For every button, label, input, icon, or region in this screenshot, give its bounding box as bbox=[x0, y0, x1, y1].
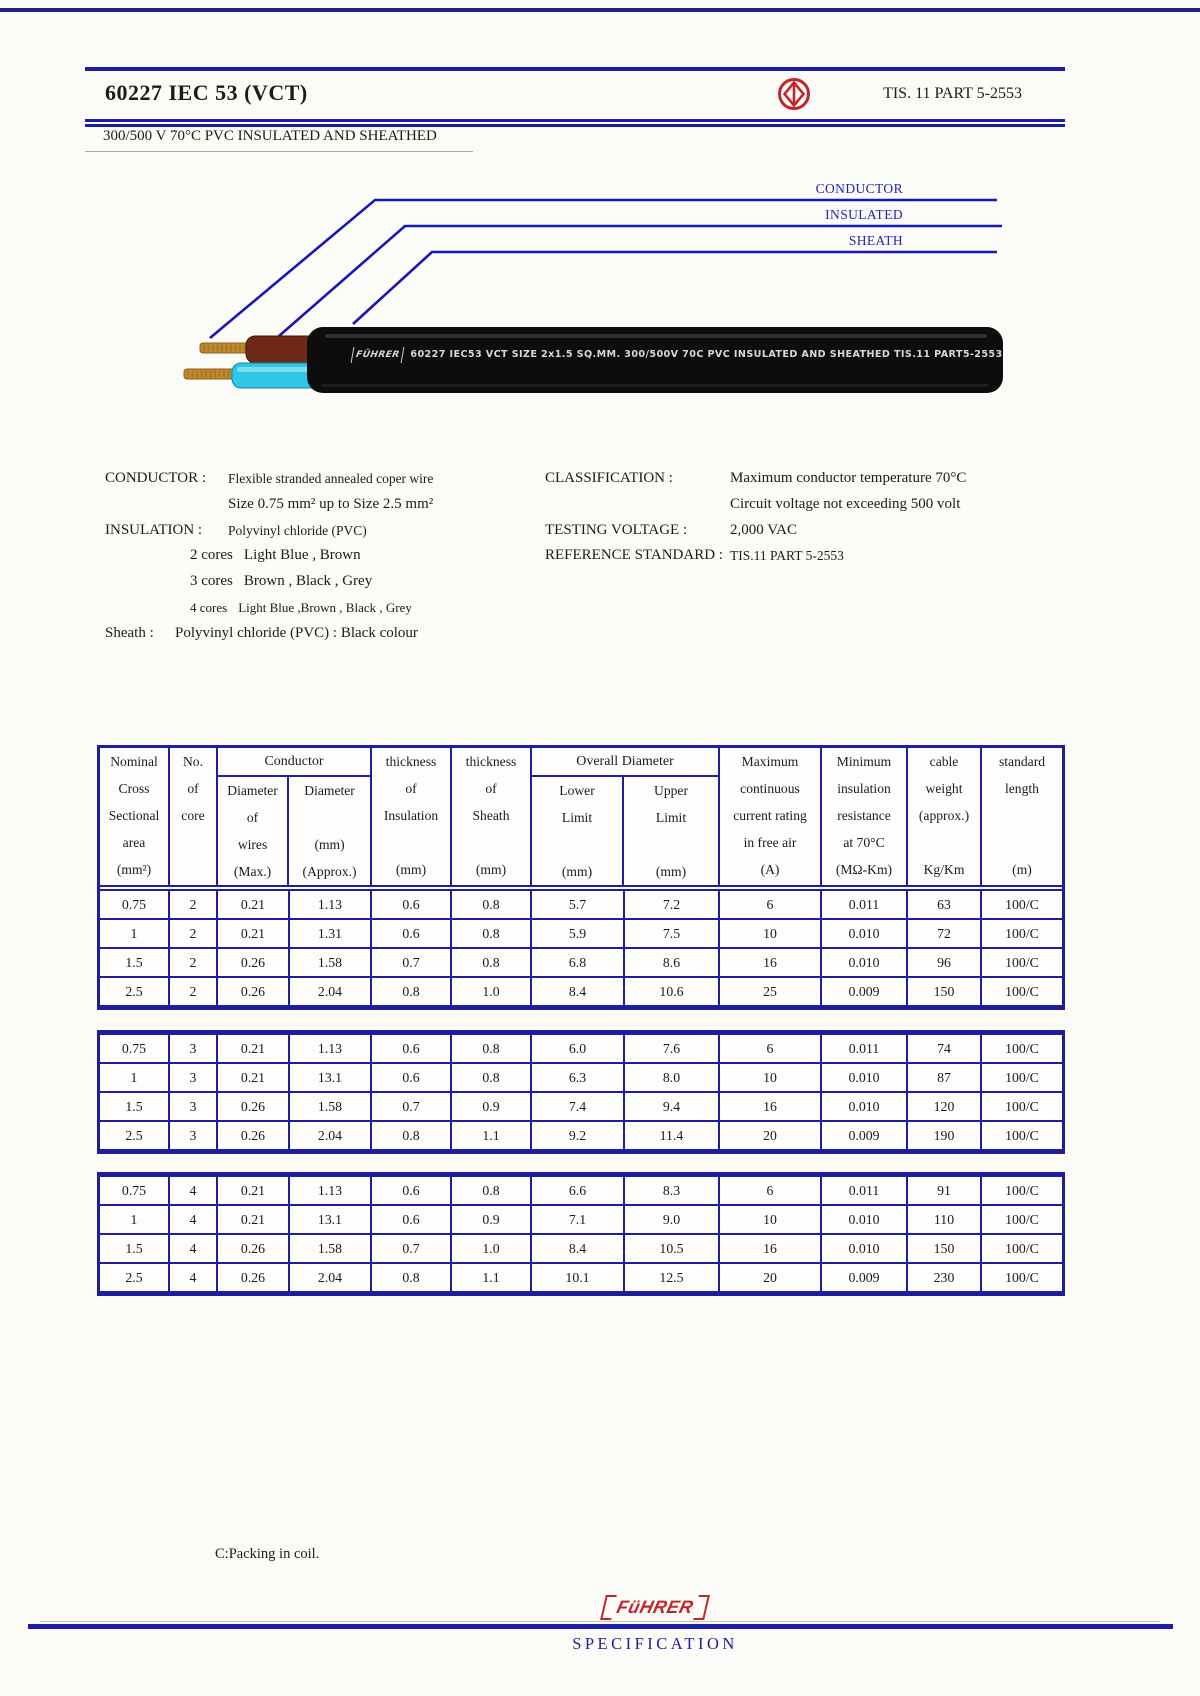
table-cell: 0.21 bbox=[218, 1064, 290, 1091]
fuhrer-brand-mark: FÜHRER bbox=[351, 347, 405, 363]
table-cell: 8.3 bbox=[625, 1177, 720, 1204]
col-no-of-core bbox=[170, 748, 218, 885]
spec-value: Flexible stranded annealed coper wire bbox=[228, 471, 434, 486]
table-cell: 2 bbox=[170, 949, 218, 976]
specs-right-column bbox=[545, 466, 1045, 569]
header-line bbox=[532, 831, 622, 858]
table-cell: 0.009 bbox=[822, 1264, 908, 1291]
table-cell: 0.011 bbox=[822, 1177, 908, 1204]
header-line: Sheath bbox=[472, 808, 510, 823]
table-cell: 4 bbox=[170, 1206, 218, 1233]
table-cell: 1.5 bbox=[100, 1093, 170, 1120]
table-cell: 9.4 bbox=[625, 1093, 720, 1120]
table-cell: 0.6 bbox=[372, 920, 452, 947]
header-line bbox=[908, 829, 980, 856]
standard-ref: TIS. 11 PART 5-2553 bbox=[883, 85, 1022, 102]
header-line: core bbox=[181, 808, 205, 823]
header-line: Lower bbox=[559, 783, 595, 798]
table-cell: 0.21 bbox=[218, 1177, 290, 1204]
table-cell: 100/C bbox=[1005, 1270, 1039, 1285]
header-line: in free air bbox=[743, 835, 797, 850]
table-cell: 1.13 bbox=[290, 1035, 372, 1062]
table-cell: 74 bbox=[908, 1035, 982, 1062]
diagram-label-insulated: INSULATED bbox=[825, 207, 903, 222]
header-line: (mm) bbox=[561, 864, 593, 879]
spec-value: 2,000 VAC bbox=[730, 521, 797, 538]
header-line: (mm²) bbox=[116, 862, 152, 877]
col-current-rating bbox=[720, 748, 822, 885]
table-header bbox=[100, 748, 1062, 891]
table-cell: 0.21 bbox=[218, 1206, 290, 1233]
spec-value: Circuit voltage not exceeding 500 volt bbox=[730, 495, 961, 512]
table-cell: 9.0 bbox=[625, 1206, 720, 1233]
table-cell: 6 bbox=[720, 1035, 822, 1062]
table-cell: 20 bbox=[720, 1122, 822, 1149]
table-cell: 10 bbox=[720, 920, 822, 947]
header-line: Diameter bbox=[227, 783, 278, 798]
table-cell: 0.7 bbox=[372, 1093, 452, 1120]
col-lower-limit bbox=[532, 777, 624, 885]
table-cell: 2 bbox=[170, 978, 218, 1005]
table-cell: 230 bbox=[908, 1264, 982, 1291]
table-cell: 7.2 bbox=[625, 891, 720, 918]
table-cell: 0.26 bbox=[218, 1264, 290, 1291]
table-cell: 100/C bbox=[1005, 955, 1039, 970]
table-cell: 10.1 bbox=[532, 1264, 625, 1291]
table-cell: 6.8 bbox=[532, 949, 625, 976]
table-cell: 6 bbox=[720, 891, 822, 918]
table-row bbox=[100, 1064, 1062, 1093]
table-cell: 2.5 bbox=[100, 1122, 170, 1149]
header-line: (approx.) bbox=[918, 808, 970, 823]
table-row bbox=[100, 978, 1062, 1005]
table-3core bbox=[97, 1030, 1065, 1154]
table-cell: 0.8 bbox=[452, 949, 532, 976]
table-cell: 10 bbox=[720, 1064, 822, 1091]
table-cell: 7.4 bbox=[532, 1093, 625, 1120]
table-cell: 7.6 bbox=[625, 1035, 720, 1062]
table-cell: 2.04 bbox=[290, 1122, 372, 1149]
table-cell: 0.009 bbox=[822, 978, 908, 1005]
table-cell: 1.1 bbox=[452, 1264, 532, 1291]
table-cell: 4 bbox=[170, 1177, 218, 1204]
table-cell: 20 bbox=[720, 1264, 822, 1291]
header-line: Limit bbox=[655, 810, 687, 825]
table-cell: 7.5 bbox=[625, 920, 720, 947]
header-line: of bbox=[405, 781, 417, 796]
col-insulation-resistance bbox=[822, 748, 908, 885]
table-cell: 16 bbox=[720, 1235, 822, 1262]
header-line: area bbox=[122, 835, 146, 850]
table-row bbox=[100, 920, 1062, 949]
header-line: resistance bbox=[837, 808, 891, 823]
table-cell: 16 bbox=[720, 949, 822, 976]
table-cell: 1.31 bbox=[290, 920, 372, 947]
table-cell: 0.8 bbox=[372, 1264, 452, 1291]
spec-label: 4 cores bbox=[190, 599, 228, 615]
table-2core bbox=[97, 745, 1065, 1010]
table-cell: 0.21 bbox=[218, 920, 290, 947]
table-cell: 16 bbox=[720, 1093, 822, 1120]
table-row bbox=[100, 1206, 1062, 1235]
spec-label: 3 cores bbox=[190, 573, 233, 590]
specs-left-column bbox=[105, 466, 545, 647]
table-cell: 0.010 bbox=[822, 1064, 908, 1091]
header-line: (Max.) bbox=[233, 864, 272, 879]
table-cell: 1 bbox=[100, 1206, 170, 1233]
header-line: (m) bbox=[1012, 862, 1032, 877]
table-cell: 100/C bbox=[1005, 926, 1039, 941]
footer-rule bbox=[28, 1624, 1173, 1629]
table-cell: 100/C bbox=[1005, 1099, 1039, 1114]
table-cell: 0.8 bbox=[452, 1177, 532, 1204]
header-line: No. bbox=[182, 754, 203, 769]
table-cell: 8.0 bbox=[625, 1064, 720, 1091]
header-line: of bbox=[485, 781, 497, 796]
table-cell: 1.58 bbox=[290, 949, 372, 976]
table-cell: 6.0 bbox=[532, 1035, 625, 1062]
table-cell: 110 bbox=[908, 1206, 982, 1233]
table-cell: 100/C bbox=[1005, 897, 1039, 912]
table-cell: 0.6 bbox=[372, 1206, 452, 1233]
spec-value: Brown , Black , Grey bbox=[243, 573, 373, 590]
spec-label: REFERENCE STANDARD : bbox=[545, 547, 723, 564]
header-line: at 70°C bbox=[843, 835, 885, 850]
table-cell: 5.7 bbox=[532, 891, 625, 918]
table-row bbox=[100, 891, 1062, 920]
table-cell: 1.13 bbox=[290, 891, 372, 918]
header-line: cable bbox=[929, 754, 959, 769]
header-line bbox=[372, 829, 450, 856]
subtitle: 300/500 V 70°C PVC INSULATED AND SHEATHED bbox=[103, 128, 437, 144]
page-title: 60227 IEC 53 (VCT) bbox=[105, 80, 308, 105]
table-cell: 4 bbox=[170, 1235, 218, 1262]
table-row bbox=[100, 1093, 1062, 1122]
table-cell: 0.7 bbox=[372, 1235, 452, 1262]
header-line: (A) bbox=[760, 862, 780, 877]
table-cell: 0.6 bbox=[372, 891, 452, 918]
table-cell: 63 bbox=[908, 891, 982, 918]
table-cell: 1.1 bbox=[452, 1122, 532, 1149]
col-wire-diameter bbox=[218, 777, 289, 885]
table-row bbox=[100, 1177, 1062, 1206]
table-cell: 0.011 bbox=[822, 1035, 908, 1062]
table-cell: 6.3 bbox=[532, 1064, 625, 1091]
col-group-overall-diameter bbox=[532, 748, 720, 885]
table-cell: 0.011 bbox=[822, 891, 908, 918]
table-cell: 6.6 bbox=[532, 1177, 625, 1204]
table-cell: 11.4 bbox=[625, 1122, 720, 1149]
table-cell: 0.26 bbox=[218, 978, 290, 1005]
header-line: weight bbox=[925, 781, 963, 796]
table-cell: 25 bbox=[720, 978, 822, 1005]
table-cell: 6 bbox=[720, 1177, 822, 1204]
table-cell: 10.5 bbox=[625, 1235, 720, 1262]
header-line: (mm) bbox=[395, 862, 427, 877]
packing-note: C:Packing in coil. bbox=[215, 1546, 320, 1562]
header-line bbox=[982, 829, 1062, 856]
header-line bbox=[289, 804, 370, 831]
table-cell: 13.1 bbox=[290, 1206, 372, 1233]
spec-label: INSULATION : bbox=[105, 521, 203, 538]
table-cell: 2.04 bbox=[290, 1264, 372, 1291]
table-cell: 1.5 bbox=[100, 949, 170, 976]
table-cell: 2.5 bbox=[100, 978, 170, 1005]
table-cell: 2.04 bbox=[290, 978, 372, 1005]
table-cell: 0.8 bbox=[452, 1035, 532, 1062]
spec-value: Polyvinyl chloride (PVC) : Black colour bbox=[175, 624, 418, 641]
spec-value: Maximum conductor temperature 70°C bbox=[730, 470, 967, 486]
table-cell: 150 bbox=[908, 978, 982, 1005]
table-cell: 100/C bbox=[1005, 1070, 1039, 1085]
table-cell: 0.75 bbox=[100, 1035, 170, 1062]
header-line: Kg/Km bbox=[923, 862, 965, 877]
spec-value: Size 0.75 mm² up to Size 2.5 mm² bbox=[228, 495, 434, 512]
subtitle-underline bbox=[85, 151, 473, 152]
table-cell: 3 bbox=[170, 1093, 218, 1120]
table-cell: 0.010 bbox=[822, 1235, 908, 1262]
table-cell: 1 bbox=[100, 920, 170, 947]
col-upper-limit bbox=[624, 777, 718, 885]
table-cell: 8.4 bbox=[532, 978, 625, 1005]
footer-thin-rule bbox=[40, 1621, 1160, 1622]
table-cell: 0.8 bbox=[372, 1122, 452, 1149]
spec-label bbox=[545, 492, 730, 518]
header-line: Sectional bbox=[108, 808, 160, 823]
group-title: Overall Diameter bbox=[532, 748, 718, 777]
table-cell: 72 bbox=[908, 920, 982, 947]
page-edge-rule bbox=[0, 8, 1200, 12]
header-line bbox=[624, 831, 718, 858]
table-cell: 5.9 bbox=[532, 920, 625, 947]
header-line: (mm) bbox=[475, 862, 507, 877]
table-row bbox=[100, 1035, 1062, 1064]
table-cell: 190 bbox=[908, 1122, 982, 1149]
header-top-rule bbox=[85, 67, 1065, 71]
table-cell: 100/C bbox=[1005, 1041, 1039, 1056]
table-cell: 10.6 bbox=[625, 978, 720, 1005]
cable-illustration bbox=[85, 160, 1115, 415]
header-line: of bbox=[187, 781, 199, 796]
spec-label: CLASSIFICATION : bbox=[545, 470, 673, 486]
table-cell: 0.21 bbox=[218, 1035, 290, 1062]
table-cell: 96 bbox=[908, 949, 982, 976]
table-cell: 100/C bbox=[1005, 1212, 1039, 1227]
header-line: (mm) bbox=[655, 864, 687, 879]
spec-label: TESTING VOLTAGE : bbox=[545, 521, 688, 538]
table-cell: 3 bbox=[170, 1122, 218, 1149]
header-line: (mm) bbox=[314, 837, 345, 852]
diagram-label-sheath: SHEATH bbox=[848, 233, 903, 248]
table-cell: 0.6 bbox=[372, 1064, 452, 1091]
table-cell: 0.8 bbox=[452, 891, 532, 918]
table-cell: 1.0 bbox=[452, 1235, 532, 1262]
table-cell: 0.010 bbox=[822, 920, 908, 947]
table-cell: 0.7 bbox=[372, 949, 452, 976]
table-cell: 2 bbox=[170, 891, 218, 918]
header-line: wires bbox=[237, 837, 268, 852]
table-cell: 0.6 bbox=[372, 1035, 452, 1062]
table-cell: 3 bbox=[170, 1064, 218, 1091]
header-line: of bbox=[246, 810, 259, 825]
cable-diagram bbox=[85, 160, 1115, 415]
table-cell: 1.5 bbox=[100, 1235, 170, 1262]
col-sheath-thickness bbox=[452, 748, 532, 885]
spec-label: 2 cores bbox=[190, 547, 233, 564]
col-insulation-thickness bbox=[372, 748, 452, 885]
spec-label: Sheath : bbox=[105, 624, 154, 641]
table-cell: 0.26 bbox=[218, 1093, 290, 1120]
col-conductor-diameter bbox=[289, 777, 370, 885]
header-line: Upper bbox=[654, 783, 688, 798]
table-cell: 0.010 bbox=[822, 1093, 908, 1120]
table-cell: 0.75 bbox=[100, 1177, 170, 1204]
table-cell: 1.58 bbox=[290, 1235, 372, 1262]
spec-label bbox=[105, 492, 228, 518]
table-cell: 3 bbox=[170, 1035, 218, 1062]
col-standard-length bbox=[982, 748, 1062, 885]
header-line: thickness bbox=[385, 754, 437, 769]
table-cell: 0.9 bbox=[452, 1093, 532, 1120]
table-cell: 0.26 bbox=[218, 1235, 290, 1262]
spec-label: CONDUCTOR : bbox=[105, 470, 206, 486]
col-cable-weight bbox=[908, 748, 982, 885]
table-cell: 4 bbox=[170, 1264, 218, 1291]
spec-value: Light Blue ,Brown , Black , Grey bbox=[238, 599, 412, 615]
table-cell: 9.2 bbox=[532, 1122, 625, 1149]
cable-print-text bbox=[352, 347, 1012, 363]
table-cell: 8.6 bbox=[625, 949, 720, 976]
header-line: continuous bbox=[740, 781, 800, 796]
spec-value: TIS.11 PART 5-2553 bbox=[730, 548, 844, 564]
header-line: insulation bbox=[837, 781, 891, 796]
col-group-conductor bbox=[218, 748, 372, 885]
table-cell: 120 bbox=[908, 1093, 982, 1120]
table-cell: 8.4 bbox=[532, 1235, 625, 1262]
table-cell: 87 bbox=[908, 1064, 982, 1091]
diagram-label-conductor: CONDUCTOR bbox=[815, 181, 903, 196]
table-cell: 0.8 bbox=[452, 1064, 532, 1091]
header-line: Nominal bbox=[110, 754, 158, 769]
header-line: Limit bbox=[561, 810, 593, 825]
table-cell: 1.58 bbox=[290, 1093, 372, 1120]
header-line bbox=[982, 802, 1062, 829]
header-line: Maximum bbox=[741, 754, 799, 769]
table-cell: 1.13 bbox=[290, 1177, 372, 1204]
table-row bbox=[100, 949, 1062, 978]
table-cell: 2 bbox=[170, 920, 218, 947]
header-line: (Approx.) bbox=[302, 864, 357, 879]
header-line: Cross bbox=[118, 781, 150, 796]
table-cell: 13.1 bbox=[290, 1064, 372, 1091]
table-row bbox=[100, 1235, 1062, 1264]
header-line: current rating bbox=[733, 808, 807, 823]
table-cell: 100/C bbox=[1005, 984, 1039, 999]
table-cell: 0.21 bbox=[218, 891, 290, 918]
spec-value: Light Blue , Brown bbox=[243, 547, 361, 564]
table-cell: 7.1 bbox=[532, 1206, 625, 1233]
fuhrer-logo: FüHRER bbox=[600, 1595, 710, 1620]
cable-print-line: 60227 IEC53 VCT SIZE 2x1.5 SQ.MM. 300/500V 70C PVC INSULATED AND SHEATHED TIS.11 PART5-2553 bbox=[410, 349, 1003, 360]
table-cell: 0.8 bbox=[372, 978, 452, 1005]
col-nominal-area bbox=[100, 748, 170, 885]
table-cell: 0.26 bbox=[218, 949, 290, 976]
header-line: length bbox=[1005, 781, 1039, 796]
table-cell: 0.009 bbox=[822, 1122, 908, 1149]
table-cell: 1.0 bbox=[452, 978, 532, 1005]
table-row bbox=[100, 1264, 1062, 1291]
table-4core bbox=[97, 1172, 1065, 1296]
table-cell: 0.26 bbox=[218, 1122, 290, 1149]
table-cell: 100/C bbox=[1005, 1241, 1039, 1256]
header-line: Insulation bbox=[383, 808, 439, 823]
table-cell: 0.9 bbox=[452, 1206, 532, 1233]
table-cell: 0.75 bbox=[100, 891, 170, 918]
table-cell: 1 bbox=[100, 1064, 170, 1091]
spec-value: Polyvinyl chloride (PVC) bbox=[228, 522, 367, 538]
table-cell: 100/C bbox=[1005, 1128, 1039, 1143]
table-cell: 12.5 bbox=[625, 1264, 720, 1291]
header-line: Diameter bbox=[304, 783, 355, 798]
header-line: Minimum bbox=[836, 754, 892, 769]
specification-caption: SPECIFICATION bbox=[572, 1634, 738, 1653]
table-row bbox=[100, 1122, 1062, 1149]
table-cell: 91 bbox=[908, 1177, 982, 1204]
group-title: Conductor bbox=[218, 748, 370, 777]
table-cell: 0.6 bbox=[372, 1177, 452, 1204]
table-cell: 100/C bbox=[1005, 1183, 1039, 1198]
table-cell: 10 bbox=[720, 1206, 822, 1233]
table-cell: 2.5 bbox=[100, 1264, 170, 1291]
header-line: (MΩ-Km) bbox=[835, 862, 893, 877]
table-cell: 150 bbox=[908, 1235, 982, 1262]
header-line bbox=[452, 829, 530, 856]
spec-tables bbox=[97, 745, 1065, 1296]
table-cell: 0.010 bbox=[822, 1206, 908, 1233]
header-line: thickness bbox=[465, 754, 517, 769]
table-cell: 0.010 bbox=[822, 949, 908, 976]
table-cell: 0.8 bbox=[452, 920, 532, 947]
tis-mark-icon bbox=[776, 76, 812, 112]
header-line: standard bbox=[998, 754, 1046, 769]
